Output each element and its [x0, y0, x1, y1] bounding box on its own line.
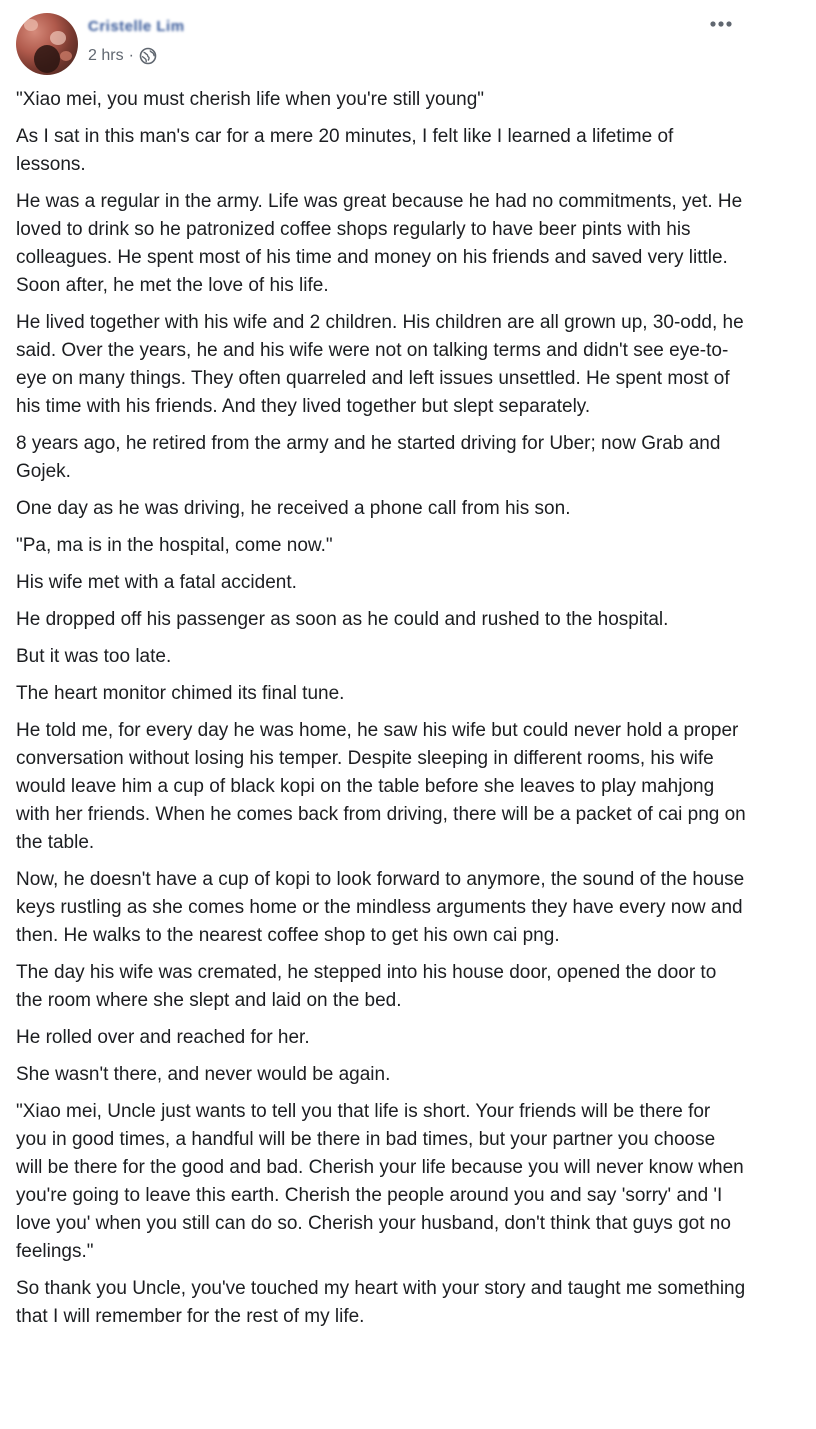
post-paragraph: "Xiao mei, Uncle just wants to tell you that life is short. Your friends will be there for you in good times, a handful will be there in bad times, but your partner you choose will be there for the good and bad. Cherish your life because you will never know when you're going to leave this earth. Cherish the people around you and say 'sorry' and 'I love you' when you still can do so. Cherish your husband, don't think that guys got no feelings.": [16, 1101, 744, 1262]
post-meta: [88, 47, 157, 65]
post-paragraph: The day his wife was cremated, he stepped into his house door, opened the door to the room where she slept and laid on the bed.: [16, 962, 717, 1011]
post-paragraph: Now, he doesn't have a cup of kopi to look forward to anymore, the sound of the house keys rustling as she comes home or the mindless arguments they have every now and then. He walks to the nearest coffee shop to get his own cai png.: [16, 869, 745, 946]
post-paragraph: 8 years ago, he retired from the army and he started driving for Uber; now Grab and Gojek.: [16, 433, 721, 482]
post-timestamp[interactable]: 2 hrs: [88, 47, 124, 64]
author-name[interactable]: Cristelle Lim: [88, 18, 185, 35]
post-paragraph: He dropped off his passenger as soon as he could and rushed to the hospital.: [16, 609, 669, 630]
avatar[interactable]: [16, 13, 78, 75]
post-paragraph: His wife met with a fatal accident.: [16, 572, 297, 593]
post-body: [16, 86, 746, 1340]
post-paragraph: He lived together with his wife and 2 children. His children are all grown up, 30-odd, he said. Over the years, he and his wife were not on talking terms and didn't see eye-to-eye on many things. They often quarreled and left issues unsettled. He spent most of his time with his friends. And they lived together but slept separately.: [16, 312, 744, 417]
more-options-icon: [709, 15, 737, 33]
post-paragraph: She wasn't there, and never would be again.: [16, 1064, 391, 1085]
post-paragraph: But it was too late.: [16, 646, 172, 667]
post-paragraph: He was a regular in the army. Life was great because he had no commitments, yet. He loved to drink so he patronized coffee shops regularly to have beer pints with his colleagues. He spent most of his time and money on his friends and saved very little. Soon after, he met the love of his life.: [16, 191, 743, 296]
post-paragraph: So thank you Uncle, you've touched my heart with your story and taught me something that I will remember for the rest of my life.: [16, 1278, 746, 1327]
post-paragraph: "Xiao mei, you must cherish life when you're still young": [16, 89, 485, 110]
globe-icon: [139, 47, 157, 65]
post-header: [0, 0, 816, 80]
post-paragraph: One day as he was driving, he received a phone call from his son.: [16, 498, 571, 519]
post-paragraph: As I sat in this man's car for a mere 20 minutes, I felt like I learned a lifetime of lessons.: [16, 126, 674, 175]
post-paragraph: "Pa, ma is in the hospital, come now.": [16, 535, 333, 556]
more-options-button[interactable]: [707, 11, 739, 37]
post-paragraph: He told me, for every day he was home, he saw his wife but could never hold a proper conversation without losing his temper. Despite sleeping in different rooms, his wife would leave him a cup of black kopi on the table before she leaves to play mahjong with her friends. When he comes back from driving, there will be a packet of cai png on the table.: [16, 720, 746, 853]
post-paragraph: He rolled over and reached for her.: [16, 1027, 310, 1048]
post-paragraph: The heart monitor chimed its final tune.: [16, 683, 345, 704]
meta-separator: ·: [128, 47, 134, 64]
